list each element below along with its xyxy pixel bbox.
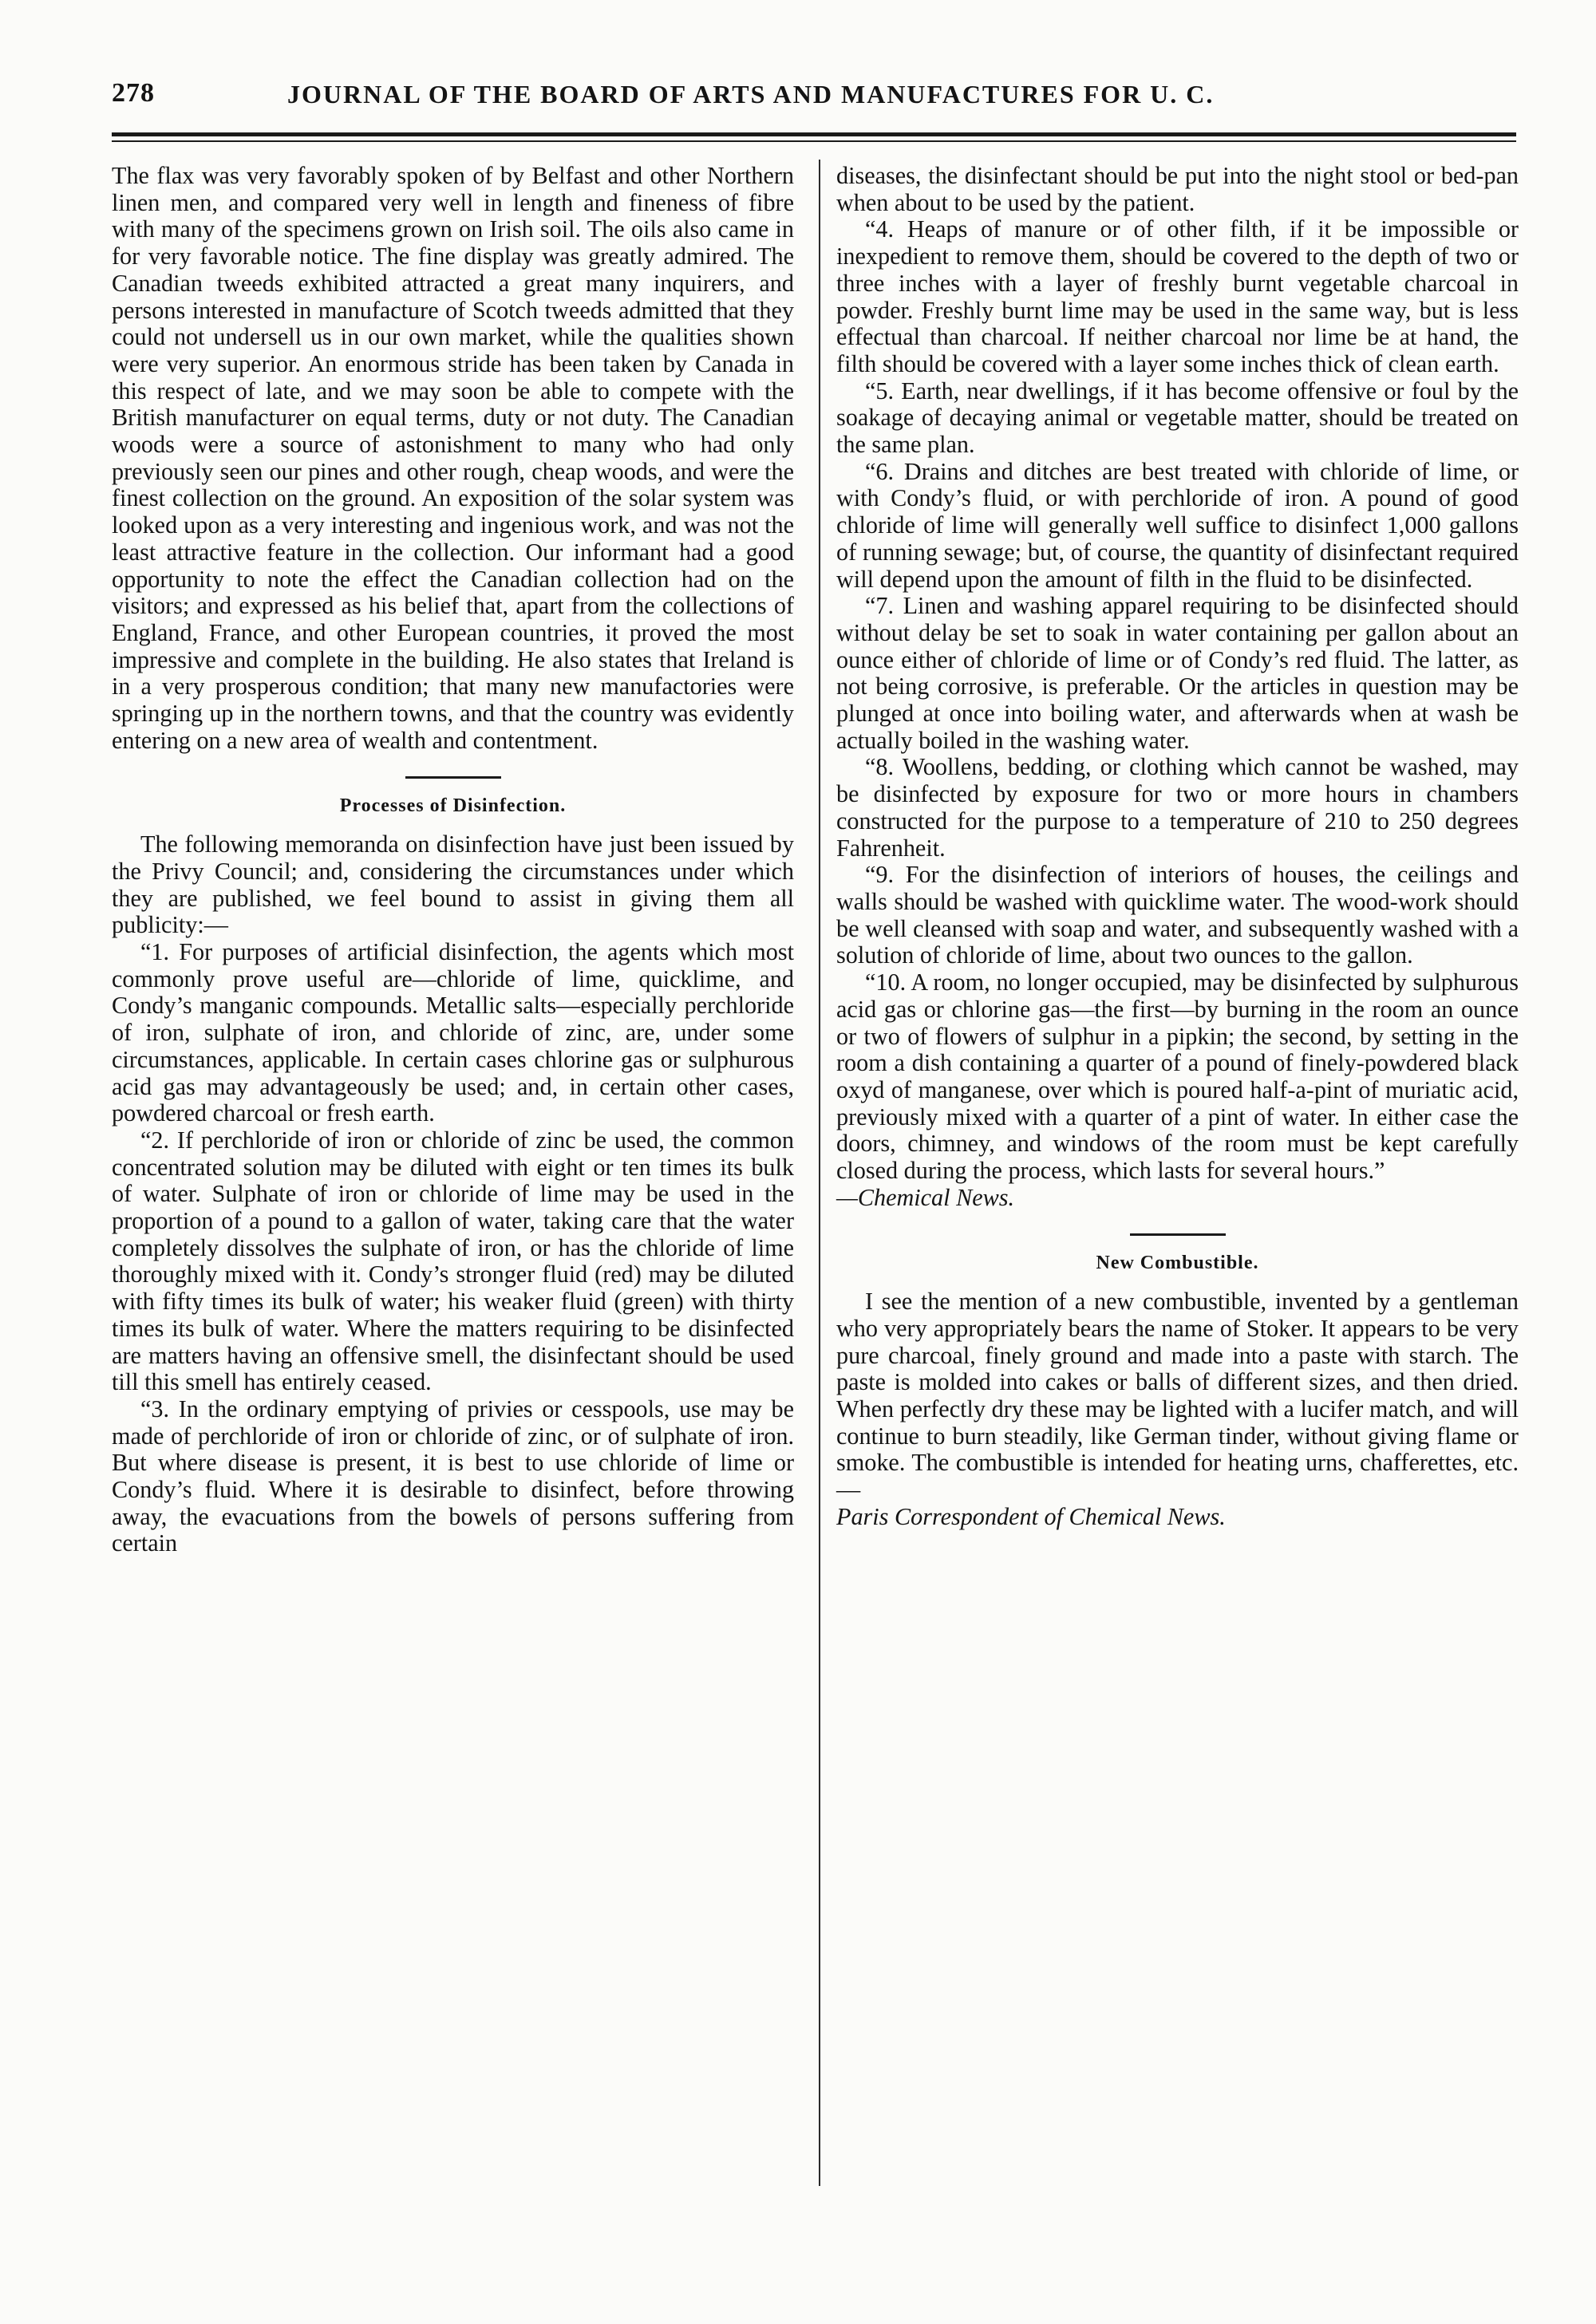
section-divider [405, 776, 501, 779]
memorandum-item-7: “7. Linen and washing apparel requiring to be disinfected should without delay be set to soak in water containing per gallon about an ounce either of chloride of lime or of Condy’s red fluid. The latter, as not being corrosive, is preferable. Or the articles in question may be plunged at once into boiling water, and afterwards when at wash be actually boiled in the washing water. [836, 592, 1519, 754]
page-number: 278 [112, 78, 155, 108]
memorandum-item-3-continued: diseases, the disinfectant should be put into the night stool or bed-pan when about to be used by the patient. [836, 162, 1519, 216]
new-combustible-paragraph: I see the mention of a new combustible, invented by a gentleman who very appropriately bears the name of Stoker. It appears to be very pure charcoal, finely ground and made into a paste with starch. The paste is molded into cakes or balls of different sizes, and then dried. When perfectly dry these may be lighted with a lucifer match, and will continue to burn steadily, like German tinder, without giving flame or smoke. The combustible is intended for heating urns, chafferettes, etc.— [836, 1288, 1519, 1504]
header-rule-thin [112, 140, 1516, 142]
left-column [112, 163, 794, 1557]
memorandum-source: —Chemical News. [836, 1183, 1015, 1211]
page-header [112, 78, 1516, 126]
section-heading-disinfection: Processes of Disinfection. [339, 795, 567, 817]
memorandum-item-2: “2. If perchloride of iron or chloride of zinc be used, the common concentrated solution may be diluted with eight or ten times its bulk of water. Sulphate of iron or chloride of lime may be used in the proportion of a pound to a gallon of water, taking care that the water completely dissolves the sulphate of iron, or has the chloride of lime thoroughly mixed with it. Condy’s stronger fluid (red) may be diluted with fifty times its bulk of water; his weaker fluid (green) with thirty times its bulk of water. Where the matters requiring to be disinfected are matters having an offensive smell, the disinfectant should be used till this smell has entirely ceased. [112, 1126, 794, 1396]
memorandum-item-5: “5. Earth, near dwellings, if it has become offensive or foul by the soakage of decaying animal or vegetable matter, should be treated on the same plan. [836, 377, 1519, 459]
memorandum-item-8: “8. Woollens, bedding, or clothing which cannot be washed, may be disinfected by exposure for two or more hours in chambers constructed for the purpose to a temperature of 210 to 250 degrees Fahrenheit. [836, 753, 1519, 862]
header-rule-thick [112, 132, 1516, 136]
running-title: JOURNAL OF THE BOARD OF ARTS AND MANUFACTURES FOR U. C. [287, 80, 1215, 109]
disinfection-intro-paragraph: The following memoranda on disinfection have just been issued by the Privy Council; and, considering the circumstances under which they are published, we feel bound to assist in giving them all publicity:— [112, 831, 794, 939]
memorandum-item-1: “1. For purposes of artificial disinfection, the agents which most commonly prove useful are—chloride of lime, quicklime, and Condy’s manganic compounds. Metallic salts—especially perchloride of iron, sulphate of iron, and chloride of zinc, are, under some circumstances, applicable. In certain cases chlorine gas or sulphurous acid gas may advantageously be used; and, in certain other cases, powdered charcoal or fresh earth. [112, 937, 794, 1127]
memorandum-item-9: “9. For the disinfection of interiors of houses, the ceilings and walls should be washed with quicklime water. The wood-work should be well cleansed with soap and water, and subsequently washed with a solution of chloride of lime, about two ounces to the gallon. [836, 861, 1519, 969]
memorandum-item-10: “10. A room, no longer occupied, may be disinfected by sulphurous acid gas or chlorine gas—the first—by burning in the room an ounce or two of flowers of sulphur in a pipkin; the second, by setting in the room a dish containing a quarter of a pound of finely-powdered black oxyd of manganese, over which is poured half-a-pint of muriatic acid, previously mixed with a quarter of a pint of water. In either case the doors, chimney, and windows of the room must be kept carefully closed during the process, which lasts for several hours.” [836, 969, 1519, 1185]
memorandum-item-3: “3. In the ordinary emptying of privies or cesspools, use may be made of perchloride of iron or chloride of zinc, or of sulphate of iron. But where disease is present, it is best to use chloride of lime or Condy’s fluid. Where it is desirable to disinfect, before throwing away, the evacuations from the bowels of persons suffering from certain [112, 1395, 794, 1557]
flax-exhibit-paragraph: The flax was very favorably spoken of by Belfast and other Northern linen men, and compared very well in length and fineness of fibre with many of the specimens grown on Irish soil. The oils also came in for very favorable notice. The fine display was greatly admired. The Canadian tweeds exhibited attracted a great many inquirers, and persons interested in manufacture of Scotch tweeds admitted that they could not undersell us in our own market, while the qualities shown were very superior. An enormous stride has been taken by Canada in this respect of late, and we may soon be able to compete with the British manufacturer on equal terms, duty or not duty. The Canadian woods were a source of astonishment to many who had only previously seen our pines and other rough, cheap woods, and were the finest collection on the ground. An exposition of the solar system was looked upon as a very interesting and ingenious work, and was not the least attractive feature in the collection. Our informant had a good opportunity to note the effect the Canadian collection had on the visitors; and expressed as his belief that, apart from the collections of England, France, and other European countries, it proved the most impressive and complete in the building. He also states that Ireland is in a very prosperous condition; that many new manufactories were springing up in the northern towns, and that the country was evidently entering on a new area of wealth and contentment. [112, 162, 794, 754]
section-divider [1130, 1233, 1226, 1236]
memorandum-item-6: “6. Drains and ditches are best treated with chloride of lime, or with Condy’s fluid, or with perchloride of iron. A pound of good chloride of lime will generally well suffice to disinfect 1,000 gallons of running sewage; but, of course, the quantity of disinfectant required will depend upon the amount of filth in the fluid to be disinfected. [836, 457, 1519, 593]
column-separator [819, 160, 820, 2186]
memorandum-item-4: “4. Heaps of manure or of other filth, if it be impossible or inexpedient to remove them, should be covered to the depth of two or three inches with a layer of freshly burnt vegetable charcoal in powder. Freshly burnt lime may be used in the same way, but is less effectual than charcoal. If neither charcoal nor lime be at hand, the filth should be covered with a layer some inches thick of clean earth. [836, 215, 1519, 377]
section-heading-new-combustible: New Combustible. [1096, 1253, 1259, 1274]
new-combustible-source: Paris Correspondent of Chemical News. [836, 1502, 1226, 1530]
right-column [836, 163, 1519, 1530]
